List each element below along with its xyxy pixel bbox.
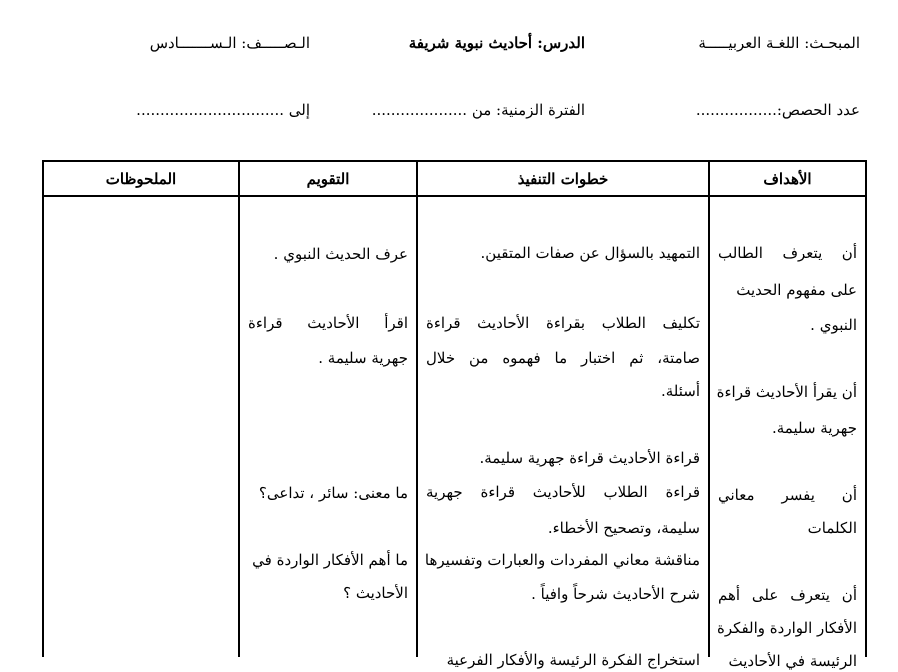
- objectives-header: الأهداف: [709, 161, 866, 196]
- objective-line: أن يتعرف على أهم: [718, 586, 857, 604]
- step-line: قراءة الأحاديث قراءة جهرية سليمة.: [479, 449, 700, 467]
- evaluation-cell: [239, 196, 417, 657]
- step-line: مناقشة معاني المفردات والعبارات وتفسيرها: [424, 551, 700, 569]
- lesson-plan-table: [42, 160, 867, 670]
- step-line: التمهيد بالسؤال عن صفات المتقين.: [480, 244, 700, 262]
- objective-line: على مفهوم الحديث: [736, 281, 857, 299]
- step-line: أسئلة.: [660, 382, 700, 400]
- step-line: تكليف الطلاب بقراءة الأحاديث قراءة: [426, 314, 700, 332]
- objective-line: أن يقرأ الأحاديث قراءة: [716, 383, 857, 401]
- objective-line: أن يتعرف الطالب: [718, 244, 857, 262]
- evaluation-line: ما معنى: سائر ، تداعى؟: [258, 484, 408, 502]
- steps-cell: [417, 196, 709, 669]
- objective-line: أن يفسر معاني: [718, 486, 857, 504]
- step-line: صامتة، ثم اختبار ما فهموه من خلال: [426, 349, 700, 367]
- notes-header: الملحوظات: [43, 161, 239, 196]
- step-line: استخراج الفكرة الرئيسة والأفكار الفرعية: [446, 651, 700, 669]
- objective-line: جهرية سليمة.: [772, 419, 857, 437]
- subject-label: المبحـث: اللغـة العربيـــــة: [698, 34, 860, 52]
- period-label: الفترة الزمنية: من ....................: [371, 101, 585, 119]
- steps-header: خطوات التنفيذ: [417, 161, 709, 196]
- table-header-row: [43, 161, 866, 196]
- objective-line: الأفكار الواردة والفكرة: [717, 619, 857, 637]
- objectives-cell: [709, 196, 866, 670]
- step-line: قراءة الطلاب للأحاديث قراءة جهرية: [426, 483, 700, 501]
- period-to-label: إلى ...............................: [136, 101, 310, 119]
- evaluation-header: التقويم: [239, 161, 417, 196]
- evaluation-line: الأحاديث ؟: [343, 584, 408, 602]
- objective-line: الرئيسة في الأحاديث: [728, 652, 857, 670]
- objective-line: النبوي .: [810, 316, 857, 334]
- grade-label: الـصـــــف: الـســـــــادس: [149, 34, 310, 52]
- evaluation-line: اقرأ الأحاديث قراءة: [248, 314, 408, 332]
- table-body-row: [43, 196, 866, 657]
- step-line: شرح الأحاديث شرحاً وافياً .: [531, 585, 700, 603]
- sessions-label: عدد الحصص:.................: [695, 101, 860, 119]
- notes-cell: [43, 196, 239, 657]
- evaluation-line: ما أهم الأفكار الواردة في: [252, 551, 408, 569]
- evaluation-line: عرف الحديث النبوي .: [273, 245, 408, 263]
- objective-line: الكلمات: [807, 519, 857, 537]
- evaluation-line: جهرية سليمة .: [318, 349, 408, 367]
- step-line: سليمة، وتصحيح الأخطاء.: [547, 519, 700, 537]
- lesson-title: الدرس: أحاديث نبوية شريفة: [408, 34, 585, 52]
